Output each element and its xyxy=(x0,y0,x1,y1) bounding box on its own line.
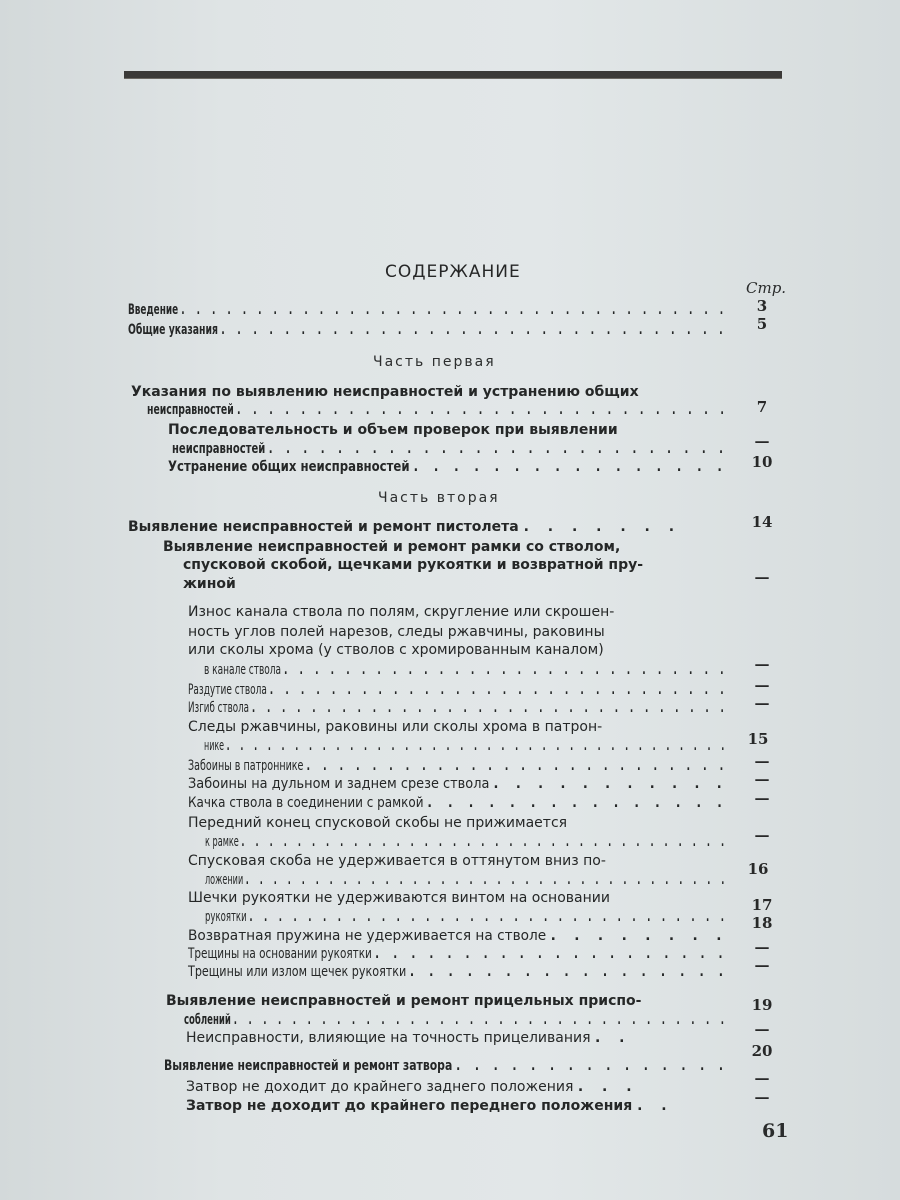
leader-dots: . . . . . . . . . . . . . . . . . . . . . . . . . . . . . . . . . . . xyxy=(245,872,729,888)
toc-entry xyxy=(205,834,728,850)
toc-entry xyxy=(188,946,728,962)
toc-entry xyxy=(186,1030,631,1046)
page-number: — xyxy=(754,938,770,956)
toc-entry xyxy=(168,459,728,475)
toc-entry-text: Последовательность и объем проверок при выявлении xyxy=(168,422,618,438)
toc-entry-text: Следы ржавчины, раковины или сколы хрома в патрон- xyxy=(188,719,603,735)
leader-dots: . . . . . . . . . . . . . . . . . . . . . . . . . . . xyxy=(268,441,728,457)
toc-entry-text: неисправностей xyxy=(147,402,234,418)
page-number: — xyxy=(754,1088,770,1106)
toc-entry xyxy=(128,519,681,535)
toc-entry xyxy=(128,322,727,338)
page-number: 14 xyxy=(751,513,773,531)
toc-entry xyxy=(188,964,729,980)
leader-dots: . . . . . . . . . . . . . . . . . . . . xyxy=(375,946,728,962)
toc-entry xyxy=(188,758,728,774)
page-number: — xyxy=(754,789,770,807)
part-heading: Часть первая xyxy=(373,354,496,370)
toc-entry-text: Износ канала ствола по полям, скругление или скрошен- xyxy=(188,604,615,620)
top-rule xyxy=(124,71,782,79)
toc-entry xyxy=(164,1058,728,1074)
toc-entry xyxy=(188,776,728,792)
page-number: — xyxy=(754,956,770,974)
toc-entry-text: Шечки рукоятки не удерживаются винтом на основании xyxy=(188,890,610,906)
toc-entry-text: Выявление неисправностей и ремонт затвора xyxy=(164,1058,453,1074)
toc-entry-text: неисправностей xyxy=(172,441,266,457)
leader-dots: . . . . . . . . . . . . . . . . . . . . . . . . . . . . . . . . . . . . xyxy=(181,302,728,318)
toc-entry-text: Затвор не доходит до крайнего заднего положения xyxy=(186,1079,574,1095)
toc-entry-text: спусковой скобой, щечками рукоятки и возвратной пру- xyxy=(183,557,644,573)
toc-entry xyxy=(188,700,728,716)
toc-entry-text: Трещины на основании рукоятки xyxy=(188,946,372,962)
leader-dots: . . xyxy=(637,1098,674,1114)
toc-entry-text: Спусковая скоба не удерживается в оттянутом вниз по- xyxy=(188,853,606,869)
toc-entry xyxy=(188,642,604,658)
leader-dots: . . xyxy=(594,1030,632,1046)
page-number: 15 xyxy=(747,730,769,748)
leader-dots: . . . . . . . . . . . . . . . . . . . . . . . . . . . . . . . . . xyxy=(249,909,729,925)
leader-dots: . . . . . . . . . . . . . . . . . . . . . . . . . . . . . . . . . . . . . xyxy=(226,738,729,754)
toc-entry-text: Указания по выявлению неисправностей и устранению общих xyxy=(131,384,639,400)
toc-entry xyxy=(188,682,728,698)
folio-page-number: 61 xyxy=(762,1120,789,1142)
toc-entry-text: к рамке xyxy=(205,834,239,850)
page-number: 3 xyxy=(756,297,768,315)
leader-dots: . . . . . . . . . . . . . . . xyxy=(456,1058,729,1074)
toc-entry-text: Введение xyxy=(128,302,179,318)
toc-entry-text: соблений xyxy=(184,1012,231,1028)
page-number: — xyxy=(754,432,770,450)
toc-entry-text: Забоины в патроннике xyxy=(188,758,304,774)
page-number: — xyxy=(754,826,770,844)
toc-entry-text: ложении xyxy=(205,872,244,888)
page-number: 20 xyxy=(751,1042,773,1060)
leader-dots: . . . . . . . . . . . . . . . . . . . . . . . . . . . . . . . . . . xyxy=(233,1012,729,1028)
page-column-label: Стр. xyxy=(746,279,787,297)
toc-entry xyxy=(204,738,728,754)
toc-entry xyxy=(188,890,610,906)
toc-entry xyxy=(172,441,728,457)
toc-entry-text: Устранение общих неисправностей xyxy=(168,459,410,475)
toc-entry xyxy=(188,853,606,869)
toc-entry xyxy=(183,557,643,573)
page-number: — xyxy=(754,694,770,712)
leader-dots: . . . . . . . . . . . . . . . . . . . . . . . . . . . . . . . . . . . xyxy=(241,834,729,850)
toc-entry xyxy=(205,909,728,925)
toc-entry-text: Общие указания xyxy=(128,322,218,338)
toc-entry xyxy=(168,422,618,438)
toc-entry xyxy=(188,604,614,620)
toc-entry-text: в канале ствола xyxy=(204,662,282,678)
toc-entry xyxy=(186,1079,639,1095)
page-number: — xyxy=(754,770,770,788)
page-number: 5 xyxy=(756,315,768,333)
toc-entry xyxy=(184,1012,728,1028)
toc-entry-text: Качка ствола в соединении с рамкой xyxy=(188,795,424,811)
toc-entry xyxy=(147,402,729,418)
toc-entry-text: Затвор не доходит до крайнего переднего положения xyxy=(186,1098,633,1114)
leader-dots: . . . . . . . . . . . . . . . . . xyxy=(409,964,729,980)
toc-entry xyxy=(183,576,236,592)
page-number: 10 xyxy=(751,453,773,471)
toc-entry xyxy=(188,928,728,944)
toc-entry-text: Неисправности, влияющие на точность прицеливания xyxy=(186,1030,591,1046)
page-number: — xyxy=(754,1069,770,1087)
toc-entry xyxy=(186,1098,674,1114)
toc-entry xyxy=(188,719,602,735)
contents-heading: СОДЕРЖАНИЕ xyxy=(385,262,521,282)
page-number: — xyxy=(754,568,770,586)
page-number: 18 xyxy=(751,914,773,932)
leader-dots: . . . . . . . . . . . . . . . . . . . . . . . . . . . . . . . xyxy=(237,402,729,418)
toc-entry-text: Забоины на дульном и заднем срезе ствола xyxy=(188,776,490,792)
leader-dots: . . . . . . . . . . . . . . . . xyxy=(413,459,728,475)
page-number: — xyxy=(754,655,770,673)
toc-entry xyxy=(128,302,728,318)
toc-entry xyxy=(204,662,728,678)
toc-entry-text: Возвратная пружина не удерживается на стволе xyxy=(188,928,547,944)
page-number: 7 xyxy=(756,398,768,416)
toc-entry xyxy=(188,795,728,811)
toc-entry-text: ность углов полей нарезов, следы ржавчины, раковины xyxy=(188,624,605,640)
leader-dots: . . . . . . . . . . . . . . . . . . . . . . . . . . . . . . . . xyxy=(221,322,728,338)
leader-dots: . . . . . . . . . . . . . . . . . . . . . . . . . . xyxy=(306,758,728,774)
page-number: — xyxy=(754,752,770,770)
toc-entry-text: Трещины или излом щечек рукоятки xyxy=(188,964,407,980)
toc-entry-text: Раздутие ствола xyxy=(188,682,267,698)
page-number: — xyxy=(754,676,770,694)
toc-entry xyxy=(188,624,605,640)
toc-entry-text: Передний конец спусковой скобы не прижимается xyxy=(188,815,568,831)
leader-dots: . . . . . . . . . . . . . . . xyxy=(427,795,728,811)
leader-dots: . . . . . . . . . . . . . . . . . . . . . . . . . . . . . . . . xyxy=(251,700,729,716)
toc-entry-text: Выявление неисправностей и ремонт пистолета xyxy=(128,519,519,535)
leader-dots: . . . . . . . . . . . . . . . . . . . . . . . . . . . . . . xyxy=(269,682,729,698)
page-number: 17 xyxy=(751,896,773,914)
toc-entry xyxy=(131,384,639,400)
toc-entry-text: жиной xyxy=(183,576,236,592)
part-heading: Часть вторая xyxy=(378,490,500,506)
toc-entry-text: Изгиб ствола xyxy=(188,700,250,716)
page-number: 16 xyxy=(747,860,769,878)
page-number: — xyxy=(754,1020,770,1038)
leader-dots: . . . . . . . . . . . . . . . . . . . . . . . . . . . . . xyxy=(283,662,729,678)
toc-entry-text: Выявление неисправностей и ремонт рамки со стволом, xyxy=(163,539,621,555)
toc-entry-text: рукоятки xyxy=(205,909,247,925)
toc-entry-text: нике xyxy=(204,738,225,754)
leader-dots: . . . . . . . . xyxy=(550,928,729,944)
toc-entry xyxy=(205,872,728,888)
leader-dots: . . . . . . . . . . . xyxy=(493,776,729,792)
toc-entry-text: Выявление неисправностей и ремонт прицельных приспо- xyxy=(166,993,642,1009)
leader-dots: . . . . . . . xyxy=(523,519,682,535)
toc-entry xyxy=(163,539,620,555)
leader-dots: . . . xyxy=(577,1079,639,1095)
page-number: 19 xyxy=(751,996,773,1014)
toc-entry xyxy=(166,993,642,1009)
toc-entry xyxy=(188,815,567,831)
toc-entry-text: или сколы хрома (у стволов с хромированным каналом) xyxy=(188,642,604,658)
